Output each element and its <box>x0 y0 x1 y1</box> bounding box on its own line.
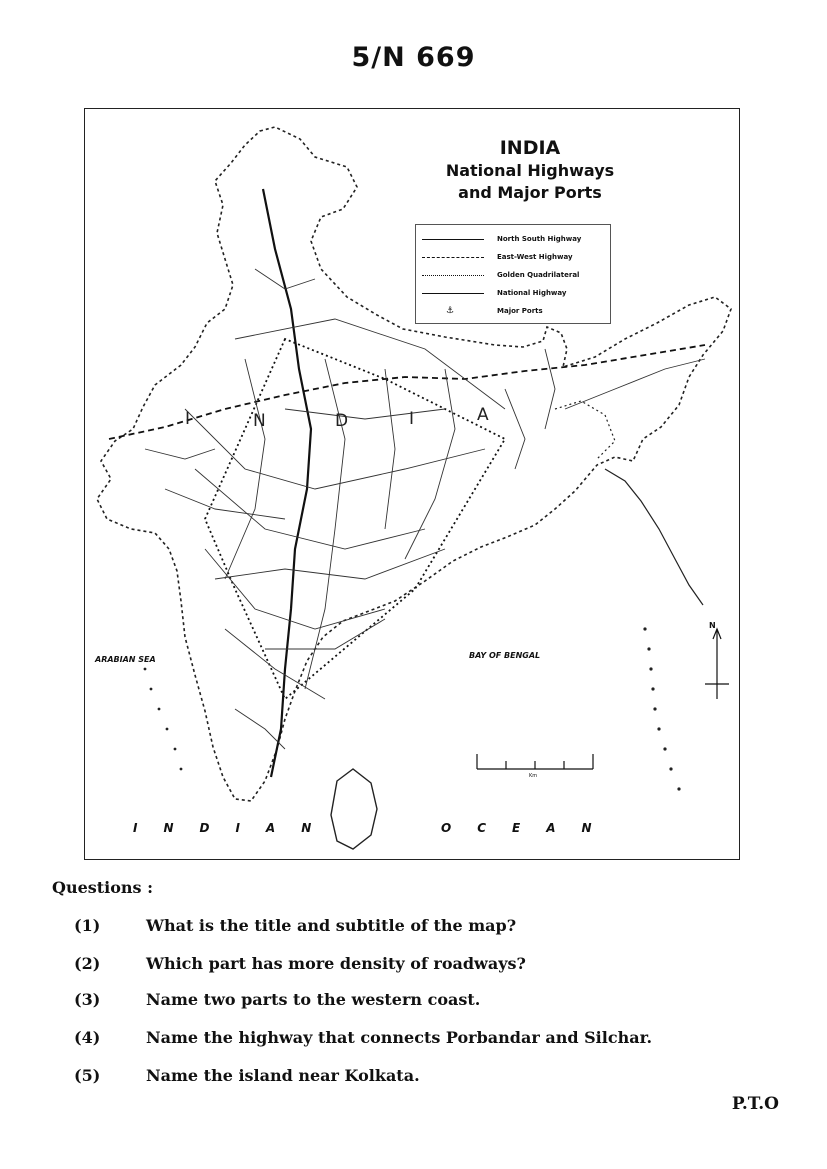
map-legend <box>415 224 611 324</box>
sri-lanka-outline <box>331 769 377 849</box>
question-item <box>74 1028 794 1052</box>
india-highway-map <box>84 108 740 860</box>
pto-label: P.T.O <box>731 1094 779 1114</box>
map-subtitle-line-1: National Highways <box>445 161 615 180</box>
east-border <box>555 401 615 459</box>
questions-heading: Questions : <box>52 878 154 897</box>
bay-of-bengal-label: BAY OF BENGAL <box>469 651 541 660</box>
anchor-icon: ⚓ <box>446 306 455 316</box>
islands <box>144 627 681 790</box>
question-number: (4) <box>74 1028 101 1047</box>
india-outline <box>97 127 731 801</box>
question-number: (5) <box>74 1066 101 1085</box>
question-number: (2) <box>74 954 101 973</box>
india-letter: I <box>409 409 415 429</box>
map-drawing <box>85 109 740 860</box>
legend-row <box>422 235 608 245</box>
india-letter: N <box>253 411 266 431</box>
india-letter: A <box>477 405 489 425</box>
question-text: Name two parts to the western coast. <box>146 990 481 1009</box>
map-subtitle-line-2: and Major Ports <box>458 183 602 202</box>
question-item <box>74 990 794 1014</box>
question-number: (1) <box>74 916 101 935</box>
legend-label: National Highway <box>497 289 567 297</box>
india-letter: I <box>185 409 191 429</box>
question-item <box>74 1066 794 1090</box>
legend-label: East-West Highway <box>497 253 573 261</box>
legend-label: Major Ports <box>497 307 543 315</box>
map-title: INDIA <box>499 137 561 159</box>
map-title-block <box>415 137 645 203</box>
legend-row <box>422 253 608 263</box>
myanmar-coast <box>605 469 703 605</box>
india-letter: D <box>335 411 349 431</box>
indian-label: INDIAN <box>133 821 338 835</box>
question-text: Name the highway that connects Porbandar and Silchar. <box>146 1028 653 1047</box>
legend-label: Golden Quadrilateral <box>497 271 580 279</box>
north-label: N <box>709 621 716 630</box>
legend-row <box>422 271 608 281</box>
north-south-highway <box>263 189 311 777</box>
arabian-sea-label: ARABIAN SEA <box>95 655 156 664</box>
scale-label: Km <box>529 773 538 779</box>
question-text: What is the title and subtitle of the map? <box>146 916 517 935</box>
question-text: Name the island near Kolkata. <box>146 1066 420 1085</box>
legend-row <box>422 307 608 317</box>
east-west-highway <box>109 345 705 439</box>
question-item <box>74 954 794 978</box>
paper-code: 5/N 669 <box>351 42 476 73</box>
question-item <box>74 916 794 940</box>
golden-quadrilateral <box>205 339 505 699</box>
scale-bar <box>477 754 593 769</box>
question-text: Which part has more density of roadways? <box>146 954 526 973</box>
legend-label: North South Highway <box>497 235 582 243</box>
ocean-label: OCEAN <box>441 821 618 835</box>
north-arrow <box>705 629 729 699</box>
question-number: (3) <box>74 990 101 1009</box>
legend-row <box>422 289 608 299</box>
